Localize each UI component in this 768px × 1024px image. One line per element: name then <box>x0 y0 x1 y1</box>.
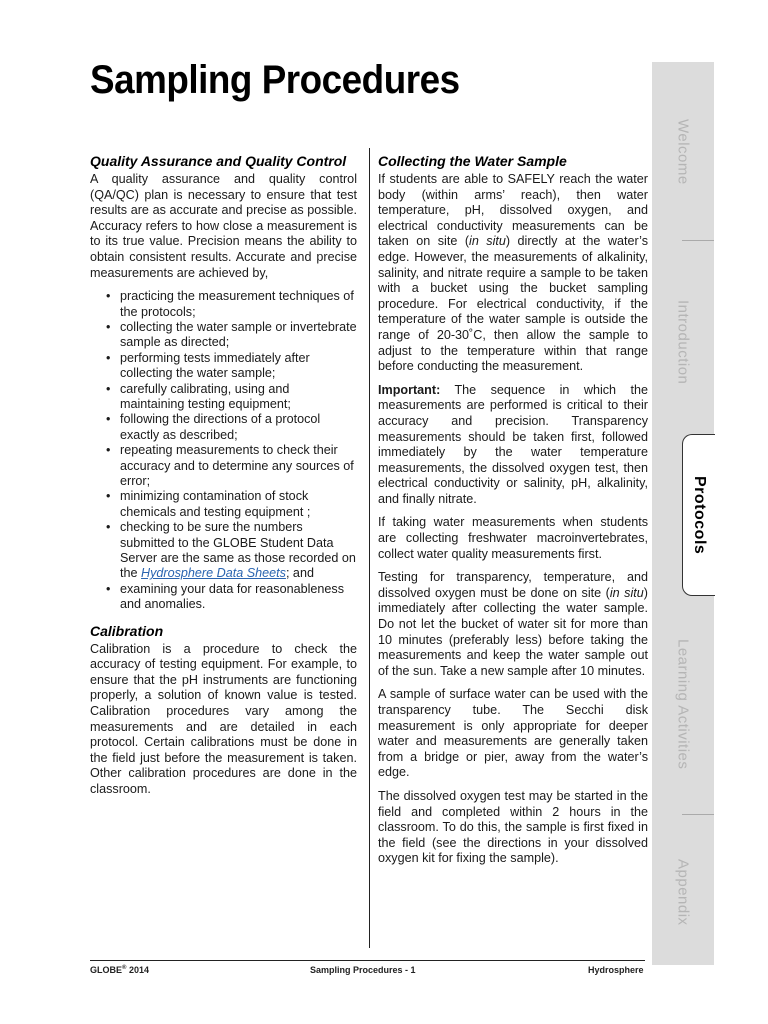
footer-copyright <box>90 965 149 975</box>
text-run-italic: in situ <box>609 585 644 600</box>
column-divider <box>369 148 370 948</box>
text-run: If students are able to SAFELY reach the water body (within arms’ reach), then water temperature, pH, dissolved oxygen, and electrical conductivity measurements can be taken on site ( <box>378 172 648 249</box>
transparency-paragraph: A sample of surface water can be used with the transparency tube. The Secchi disk measurement is only appropriate for deeper water and measurements are generally taken from a bridge or pier, away from the water’s edge. <box>378 687 648 780</box>
collecting-heading: Collecting the Water Sample <box>378 153 567 169</box>
list-item: • examining your data for reasonableness and anomalies. <box>90 582 357 613</box>
tab-introduction[interactable] <box>652 252 714 432</box>
list-item: • minimizing contamination of stock chemicals and testing equipment ; <box>90 489 357 520</box>
section-tabs <box>652 62 714 965</box>
list-item: • following the directions of a protocol exactly as described; <box>90 412 357 443</box>
list-item-text: checking to be sure the numbers submitted to the GLOBE Student Data Server are the same as those recorded on the <box>120 520 356 581</box>
tab-label: Appendix <box>674 858 692 926</box>
list-item: • practicing the measurement techniques of the protocols; <box>90 289 357 320</box>
tab-protocols[interactable] <box>682 434 715 596</box>
collecting-paragraph <box>378 172 648 375</box>
text-run-italic: in situ <box>469 234 506 249</box>
dissolved-oxygen-paragraph: The dissolved oxygen test may be started in the field and completed within 2 hours in the classroom. To do this, the sample is first fixed in the field (see the directions in your dissolved oxygen kit for fixing the sample). <box>378 788 648 866</box>
list-item: • collecting the water sample or invertebrate sample as directed; <box>90 320 357 351</box>
list-item: • performing tests immediately after collecting the water sample; <box>90 351 357 382</box>
qa-heading: Quality Assurance and Quality Control <box>90 153 347 169</box>
footer-page-label: Sampling Procedures - 1 <box>310 965 416 975</box>
footer-registered: ® <box>122 965 127 971</box>
list-item: • repeating measurements to check their accuracy and to determine any sources of error; <box>90 443 357 489</box>
text-run: The sequence in which the measurements are performed is critical to their accuracy and precision. Transparency measurements should be taken first, followed immediately by the water temperature measurements, the dissolved oxygen test, then electrical conductivity or salinity, pH, alkalinity, and finally nitrate. <box>378 382 648 506</box>
footer-section: Hydrosphere <box>588 965 644 975</box>
tab-divider <box>682 814 714 815</box>
page-title: Sampling Procedures <box>90 58 460 102</box>
tab-label: Learning Activities <box>674 639 692 770</box>
tab-welcome[interactable] <box>652 72 714 232</box>
list-item-text: ; and <box>285 566 314 581</box>
on-site-paragraph <box>378 570 648 679</box>
hydrosphere-data-sheets-link[interactable]: Hydrosphere Data Sheets <box>141 566 286 581</box>
important-label: Important: <box>378 382 441 397</box>
text-run: ) immediately after collecting the water sample. Do not let the bucket of water sit for more than 10 minutes (preferably less) before taking the measurements and keep the water sample out of the sun. Take a new sample after 10 minutes. <box>378 585 648 678</box>
calibration-paragraph: Calibration is a procedure to check the accuracy of testing equipment. For example, to ensure that the pH instruments are functioning properly, a solution of known value is tested. Calibration procedures vary among the measurements and are detailed in each protocol. Certain calibrations must be done in the field just before the measurement is taken. Other calibration procedures are done in the classroom. <box>90 641 357 797</box>
text-run: ) directly at the water’s edge. However, the measurements of alkalinity, salinity, and nitrate require a sample to be taken with a bucket using the bucket sampling procedure. For electrical conductivity, if the temperature of the water sample is outside the range of 20-30˚C, then allow the sample to adjust to the temperature within that range before conducting the measurement. <box>378 234 648 374</box>
calibration-heading: Calibration <box>90 622 164 639</box>
accuracy-list <box>90 289 357 613</box>
footer-rule <box>90 960 645 961</box>
tab-label: Protocols <box>691 475 708 555</box>
text-run: Testing for transparency, temperature, and dissolved oxygen must be done on site ( <box>378 570 648 600</box>
list-item <box>90 520 357 582</box>
tab-label: Introduction <box>674 299 692 385</box>
macroinvertebrates-paragraph: If taking water measurements when students are collecting freshwater macroinvertebrates, collect water quality measurements first. <box>378 515 648 561</box>
important-paragraph <box>378 383 648 508</box>
tab-learning-activities[interactable] <box>652 602 714 807</box>
footer-year: 2014 <box>126 965 149 975</box>
footer-globe: GLOBE <box>90 965 123 975</box>
tab-appendix[interactable] <box>652 822 714 962</box>
list-item: • carefully calibrating, using and maintaining testing equipment; <box>90 382 357 413</box>
right-column <box>378 153 648 875</box>
tab-divider <box>682 240 714 241</box>
tab-label: Welcome <box>674 119 692 185</box>
qa-paragraph: A quality assurance and quality control (QA/QC) plan is necessary to ensure that test results are as accurate and precise as possible. Accuracy refers to how close a measurement is to its true value. Precision means the ability to obtain consistent results. Accurate and precise measurements are achieved by, <box>90 172 357 280</box>
left-column <box>90 153 357 806</box>
